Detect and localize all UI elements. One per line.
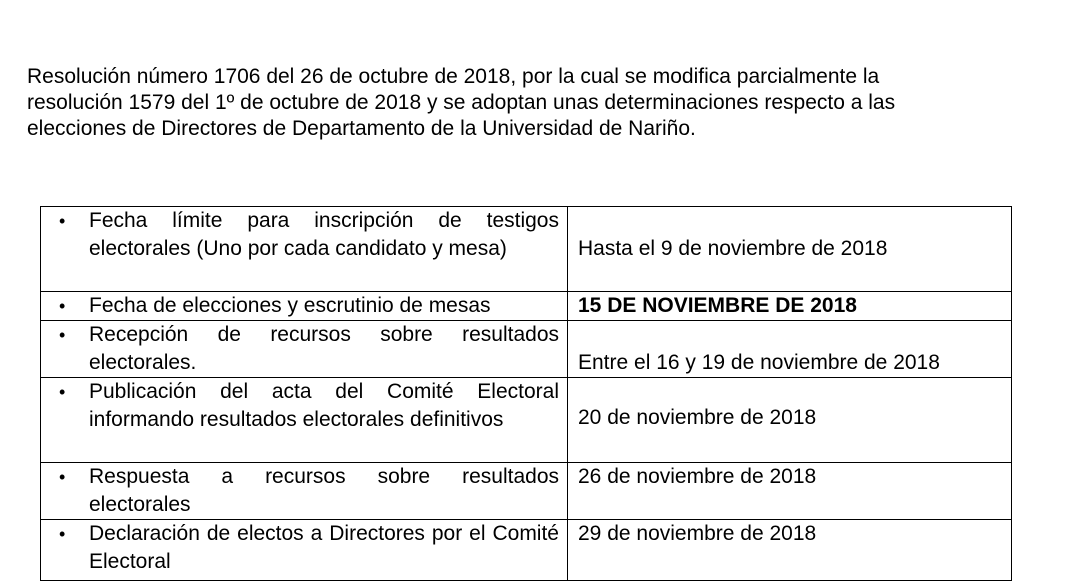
table-row bbox=[41, 321, 1012, 378]
table-row bbox=[41, 520, 1012, 581]
table-row bbox=[41, 463, 1012, 520]
activity-text: Respuesta a recursos sobre resultados electorales bbox=[89, 465, 559, 516]
table-row bbox=[41, 207, 1012, 292]
activity-text: Declaración de electos a Directores por el Comité Electoral bbox=[89, 522, 559, 573]
bullet-icon: • bbox=[59, 296, 66, 316]
activity-cell bbox=[41, 463, 568, 520]
table-row bbox=[41, 378, 1012, 463]
bullet-icon: • bbox=[59, 467, 66, 487]
date-cell: 20 de noviembre de 2018 bbox=[568, 378, 1012, 463]
activity-cell bbox=[41, 378, 568, 463]
date-cell: 29 de noviembre de 2018 bbox=[568, 520, 1012, 581]
bullet-icon: • bbox=[59, 382, 66, 402]
bullet-icon: • bbox=[59, 524, 66, 544]
resolution-line: Resolución número 1706 del 26 de octubre de 2018, por la cual se modifica parcialmente la bbox=[27, 65, 880, 88]
resolution-paragraph bbox=[27, 64, 1012, 142]
bullet-icon: • bbox=[59, 211, 66, 231]
election-date-cell: 15 DE NOVIEMBRE DE 2018 bbox=[568, 292, 1012, 321]
activity-text: Fecha de elecciones y escrutinio de mesas bbox=[89, 294, 491, 317]
activity-text: Publicación del acta del Comité Electoral informando resultados electorales definitivos bbox=[89, 380, 559, 431]
date-cell: 26 de noviembre de 2018 bbox=[568, 463, 1012, 520]
activity-cell bbox=[41, 292, 568, 321]
activity-cell bbox=[41, 207, 568, 292]
date-cell: Entre el 16 y 19 de noviembre de 2018 bbox=[568, 321, 1012, 378]
bullet-icon: • bbox=[59, 325, 66, 345]
activity-cell bbox=[41, 321, 568, 378]
activity-text: Recepción de recursos sobre resultados electorales. bbox=[89, 323, 559, 374]
activity-text: Fecha límite para inscripción de testigos electorales (Uno por cada candidato y mesa) bbox=[89, 209, 559, 260]
table-row bbox=[41, 292, 1012, 321]
resolution-line: elecciones de Directores de Departamento de la Universidad de Nariño. bbox=[27, 117, 696, 140]
resolution-line: resolución 1579 del 1º de octubre de 2018 y se adoptan unas determinaciones respecto a las bbox=[27, 91, 896, 114]
activity-cell bbox=[41, 520, 568, 581]
election-schedule-table bbox=[40, 206, 1012, 581]
date-cell: Hasta el 9 de noviembre de 2018 bbox=[568, 207, 1012, 292]
